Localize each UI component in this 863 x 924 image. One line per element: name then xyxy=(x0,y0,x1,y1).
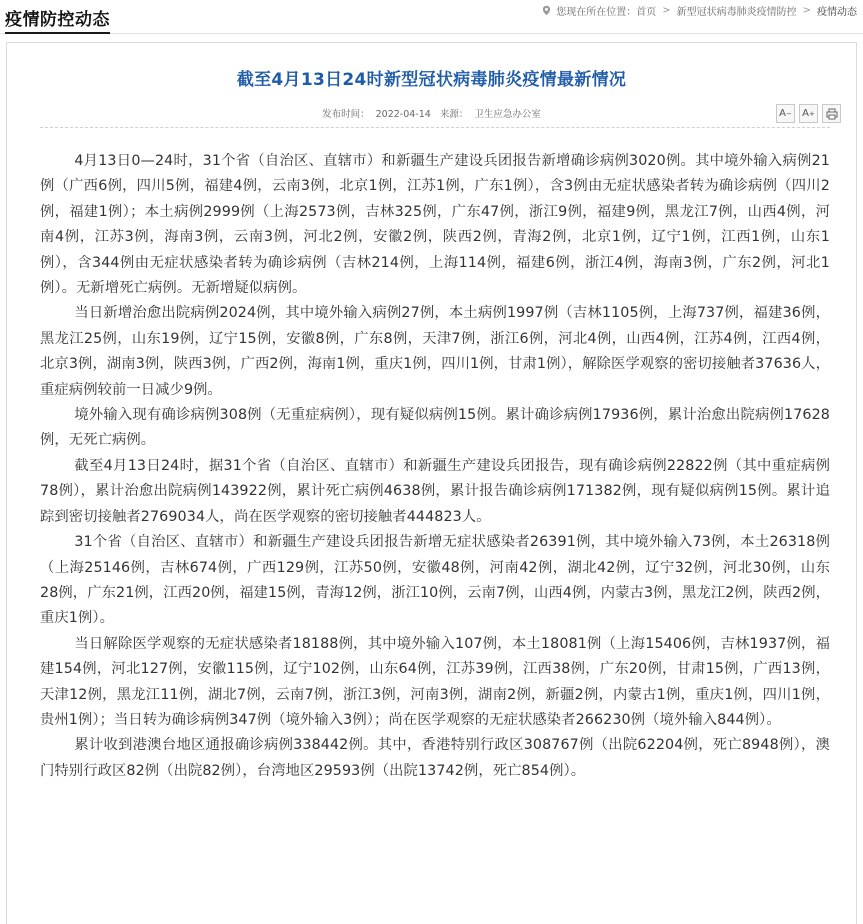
paragraph: 4月13日0—24时，31个省（自治区、直辖市）和新疆生产建设兵团报告新增确诊病例3020例。其中境外输入病例21例（广西6例，四川5例，福建4例，云南3例，北京1例，江苏1例，广东1例），含3例由无症状感染者转为确诊病例（四川2例，福建1例）；本土病例2999例（上海2573例，吉林325例，广东47例，浙江9例，福建9例，黑龙江7例，山西4例，河南4例，江苏3例，海南3例，云南3例，河北2例，安徽2例，陕西2例，青海2例，北京1例，辽宁1例，江西1例，山东1例），含344例由无症状感染者转为确诊病例（吉林214例，上海114例，福建6例，浙江4例，海南3例，广东2例，河北1例）。无新增死亡病例。无新增疑似病例。 xyxy=(40,153,830,297)
title-divider xyxy=(40,127,830,128)
source-value: 卫生应急办公室 xyxy=(474,109,541,120)
paragraph: 累计收到港澳台地区通报确诊病例338442例。其中，香港特别行政区308767例（出院62204例，死亡8948例），澳门特别行政区82例（出院82例），台湾地区29593例（出院13742例，死亡854例）。 xyxy=(40,737,830,779)
location-pin-icon xyxy=(541,5,552,16)
plus-icon: + xyxy=(808,109,815,118)
published-label: 发布时间： xyxy=(322,109,370,120)
breadcrumb-separator: > xyxy=(802,5,811,16)
paragraph: 当日新增治愈出院病例2024例，其中境外输入病例27例，本土病例1997例（吉林1105例，上海737例，福建36例，黑龙江25例，山东19例，辽宁15例，安徽8例，广东8例，天津7例，浙江6例，河北4例，山西4例，江苏4例，江西4例，北京3例，湖南3例，陕西3例，广西2例，海南1例，重庆1例，四川1例，甘肃1例），解除医学观察的密切接触者37636人，重症病例较前一日减少9例。 xyxy=(40,305,830,398)
article-tools xyxy=(776,104,841,123)
paragraph: 31个省（自治区、直辖市）和新疆生产建设兵团报告新增无症状感染者26391例，其中境外输入73例，本土26318例（上海25146例，吉林674例，广西129例，江苏50例，安徽48例，河南42例，湖北42例，辽宁32例，河北30例，山东28例，广东21例，江西20例，福建15例，青海12例，浙江10例，云南7例，山西4例，内蒙古3例，黑龙江2例，陕西2例，重庆1例）。 xyxy=(40,534,830,627)
breadcrumb-category-link[interactable]: 新型冠状病毒肺炎疫情防控 xyxy=(676,7,797,18)
font-increase-button[interactable]: A + xyxy=(799,104,818,123)
print-button[interactable] xyxy=(822,104,841,123)
breadcrumb-prefix: 您现在所在位置： xyxy=(556,7,637,18)
paragraph: 截至4月13日24时，据31个省（自治区、直辖市）和新疆生产建设兵团报告，现有确诊病例22822例（其中重症病例78例），累计治愈出院病例143922例，累计死亡病例4638例，累计报告确诊病例171382例，现有疑似病例15例。累计追踪到密切接触者2769034人，尚在医学观察的密切接触者444823人。 xyxy=(40,457,830,525)
minus-icon: − xyxy=(785,109,792,118)
top-bar xyxy=(0,0,863,34)
breadcrumb xyxy=(541,3,857,18)
published-date: 2022-04-14 xyxy=(375,109,431,120)
paragraph: 境外输入现有确诊病例308例（无重症病例），现有疑似病例15例。累计确诊病例17936例，累计治愈出院病例17628例，无死亡病例。 xyxy=(40,407,830,449)
section-title: 疫情防控动态 xyxy=(5,5,110,34)
font-decrease-button[interactable]: A − xyxy=(776,104,795,123)
source-label: 来源： xyxy=(439,109,469,120)
printer-icon xyxy=(826,108,838,120)
breadcrumb-current-link[interactable]: 疫情动态 xyxy=(817,7,857,18)
article-meta xyxy=(0,106,863,120)
breadcrumb-separator: > xyxy=(662,5,671,16)
article-title: 截至4月13日24时新型冠状病毒肺炎疫情最新情况 xyxy=(236,70,627,90)
paragraph: 当日解除医学观察的无症状感染者18188例，其中境外输入107例，本土18081例（上海15406例，吉林1937例，福建154例，河北127例，安徽115例，辽宁102例，山东64例，江苏39例，江西38例，广东20例，甘肃15例，广西13例，天津12例，黑龙江11例，湖北7例，云南7例，浙江3例，河南3例，湖南2例，新疆2例，内蒙古1例，重庆1例，四川1例，贵州1例）；当日转为确诊病例347例（境外输入3例）；尚在医学观察的无症状感染者266230例（境外输入844例）。 xyxy=(40,635,830,728)
article-body xyxy=(40,149,830,784)
breadcrumb-home-link[interactable]: 首页 xyxy=(636,7,657,18)
